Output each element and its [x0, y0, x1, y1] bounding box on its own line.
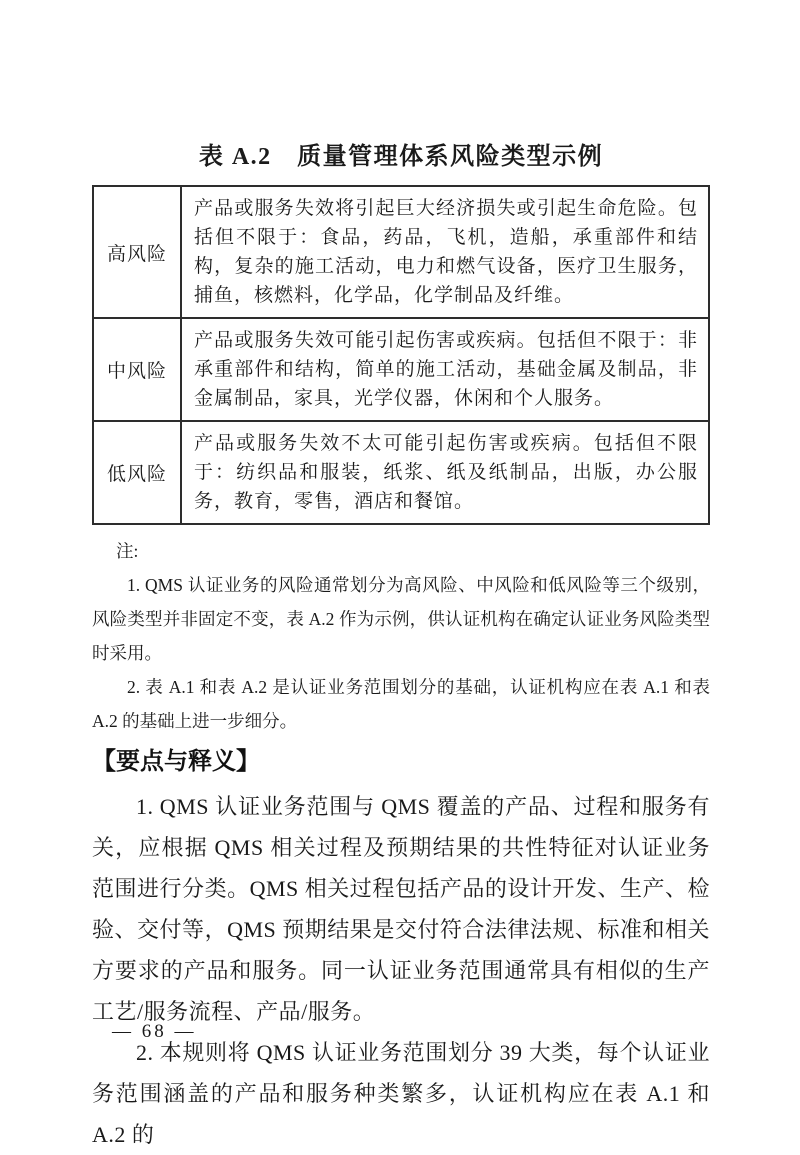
risk-description-low: 产品或服务失效不太可能引起伤害或疾病。包括但不限于：纺织品和服装，纸浆、纸及纸制品，出版，办公服务，教育，零售，酒店和餐馆。: [181, 421, 709, 524]
table-title: 表 A.2 质量管理体系风险类型示例: [198, 144, 604, 170]
risk-level-high: 高风险: [93, 186, 181, 318]
notes-section: [92, 534, 710, 738]
table-row: [93, 318, 709, 421]
risk-level-low: 低风险: [93, 421, 181, 524]
body-paragraph-1: 1. QMS 认证业务范围与 QMS 覆盖的产品、过程和服务有关，应根据 QMS 相关过程及预期结果的共性特征对认证业务范围进行分类。QMS 相关过程包括产品的设计开发、生产、检验、交付等，QMS 预期结果是交付符合法律法规、标准和相关方要求的产品和服务。同一认证业务范围通常具有相似的生产工艺/服务流程、产品/服务。: [92, 794, 710, 1024]
table-row: [93, 421, 709, 524]
page-number: — 68 —: [112, 1021, 197, 1042]
note-item-1: 1. QMS 认证业务的风险通常划分为高风险、中风险和低风险等三个级别，风险类型并非固定不变，表 A.2 作为示例，供认证机构在确定认证业务风险类型时采用。: [92, 575, 710, 663]
risk-description-high: 产品或服务失效将引起巨大经济损失或引起生命危险。包括但不限于：食品，药品，飞机，造船，承重部件和结构，复杂的施工活动，电力和燃气设备，医疗卫生服务，捕鱼，核燃料，化学品，化学制品及纤维。: [181, 186, 709, 318]
table-row: [93, 186, 709, 318]
section-heading: 【要点与释义】: [92, 748, 260, 775]
risk-type-table: [92, 185, 710, 525]
page-content: [92, 0, 710, 1155]
body-paragraph-2: 2. 本规则将 QMS 认证业务范围划分 39 大类，每个认证业务范围涵盖的产品和服务种类繁多，认证机构应在表 A.1 和 A.2 的: [92, 1040, 710, 1147]
risk-description-medium: 产品或服务失效可能引起伤害或疾病。包括但不限于：非承重部件和结构，简单的施工活动，基础金属及制品，非金属制品，家具，光学仪器，休闲和个人服务。: [181, 318, 709, 421]
risk-level-medium: 中风险: [93, 318, 181, 421]
note-item-2: 2. 表 A.1 和表 A.2 是认证业务范围划分的基础，认证机构应在表 A.1 和表 A.2 的基础上进一步细分。: [92, 677, 710, 731]
notes-label: 注:: [116, 541, 139, 561]
